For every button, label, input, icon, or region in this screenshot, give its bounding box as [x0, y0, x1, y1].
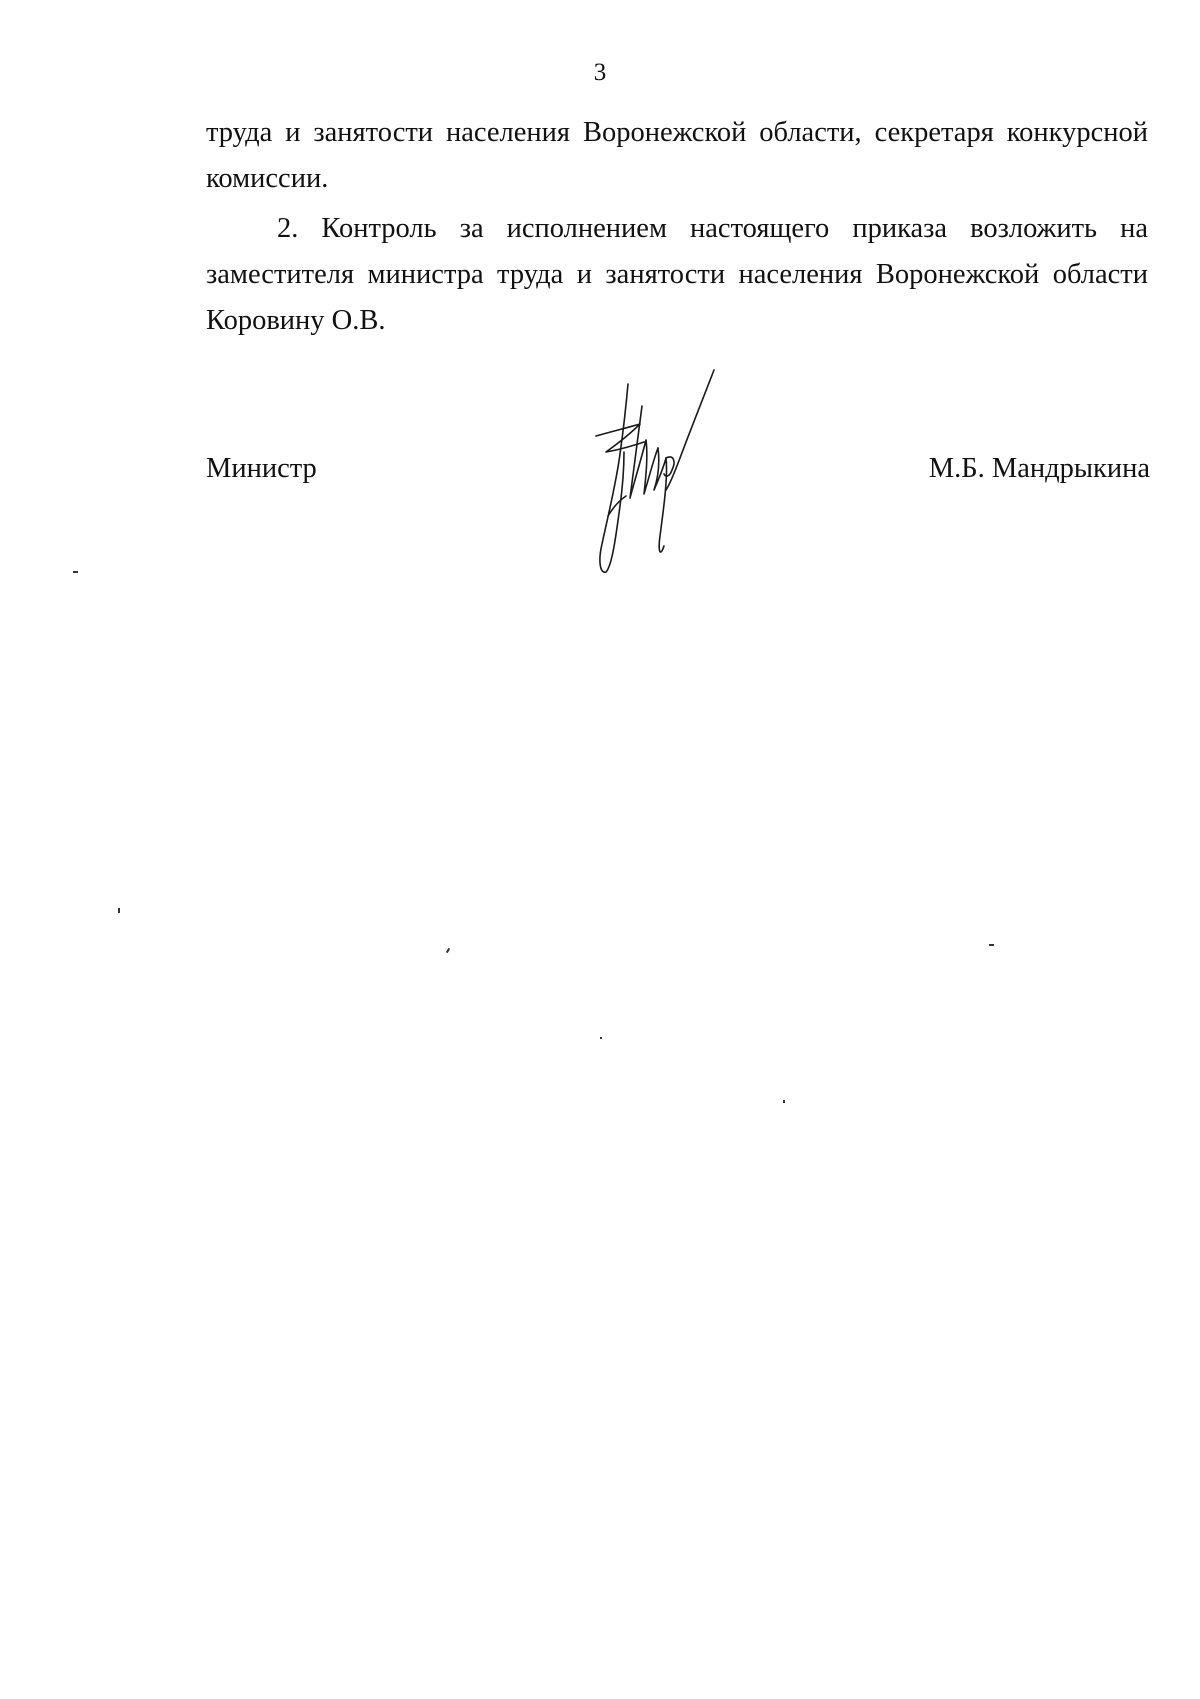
- scan-speck: [446, 948, 450, 953]
- paragraph-line: комиссии.: [206, 163, 329, 194]
- scan-speck: [600, 1037, 602, 1039]
- paragraph-control-clause: [206, 206, 1148, 344]
- paragraph-continuation: [206, 110, 1148, 202]
- page-number: 3: [593, 59, 607, 86]
- signer-name: М.Б. Мандрыкина: [928, 453, 1150, 484]
- paragraph-line: труда и занятости населения Воронежской области, секретаря конкурсной: [206, 117, 1148, 148]
- scan-speck: [989, 944, 994, 946]
- signer-title: Министр: [206, 453, 317, 484]
- paragraph-line: заместителя министра труда и занятости населения Воронежской области: [206, 259, 1148, 290]
- paragraph-line: Коровину О.В.: [206, 305, 386, 336]
- handwritten-signature-icon: [580, 366, 720, 581]
- scan-speck: [73, 571, 78, 573]
- scan-speck: [783, 1100, 785, 1103]
- scan-speck: [118, 908, 120, 913]
- paragraph-line: 2. Контроль за исполнением настоящего приказа возложить на: [277, 213, 1148, 244]
